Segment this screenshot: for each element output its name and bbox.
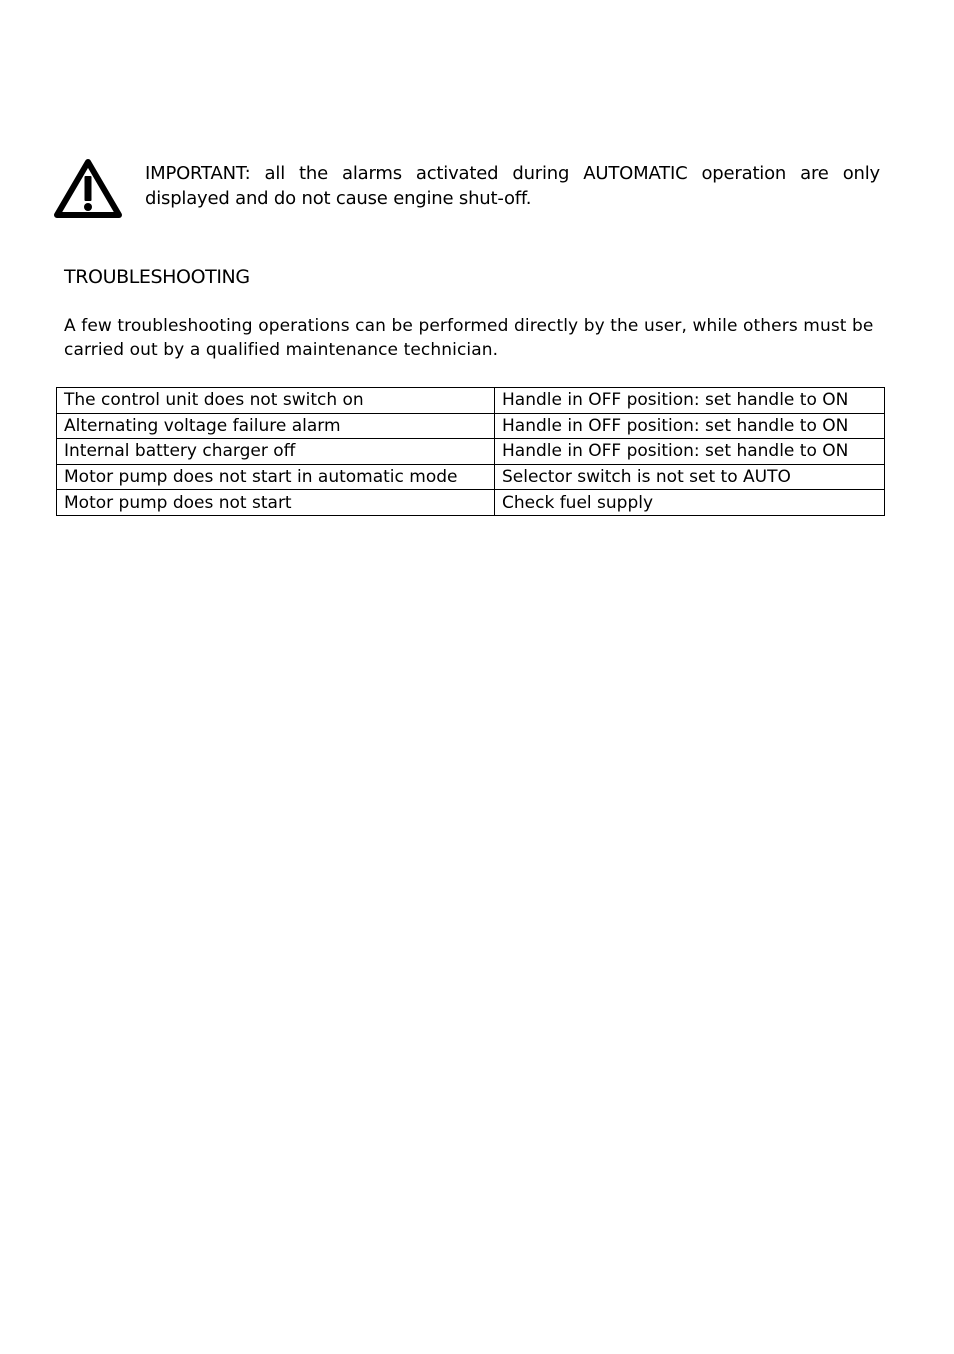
problem-cell: Motor pump does not start: [57, 490, 495, 516]
solution-cell: Check fuel supply: [495, 490, 885, 516]
table-row: [57, 413, 885, 439]
solution-cell: Handle in OFF position: set handle to ON: [495, 388, 885, 414]
intro-paragraph: A few troubleshooting operations can be performed directly by the user, while others must be carried out by a qualified maintenance technician.: [64, 316, 874, 360]
problem-cell: Motor pump does not start in automatic mode: [57, 464, 495, 490]
section-title: TROUBLESHOOTING: [64, 266, 250, 288]
problem-cell: Internal battery charger off: [57, 439, 495, 465]
warning-text: IMPORTANT: all the alarms activated during AUTOMATIC operation are only displayed and do not cause engine shut-off.: [145, 163, 880, 209]
solution-cell: Handle in OFF position: set handle to ON: [495, 413, 885, 439]
problem-cell: Alternating voltage failure alarm: [57, 413, 495, 439]
solution-cell: Selector switch is not set to AUTO: [495, 464, 885, 490]
table-row: [57, 464, 885, 490]
problem-cell: The control unit does not switch on: [57, 388, 495, 414]
table-row: [57, 490, 885, 516]
warning-notice: [52, 157, 882, 221]
solution-cell: Handle in OFF position: set handle to ON: [495, 439, 885, 465]
table-row: [57, 439, 885, 465]
troubleshooting-table: [56, 387, 885, 516]
warning-triangle-icon: [52, 157, 124, 221]
table-row: [57, 388, 885, 414]
